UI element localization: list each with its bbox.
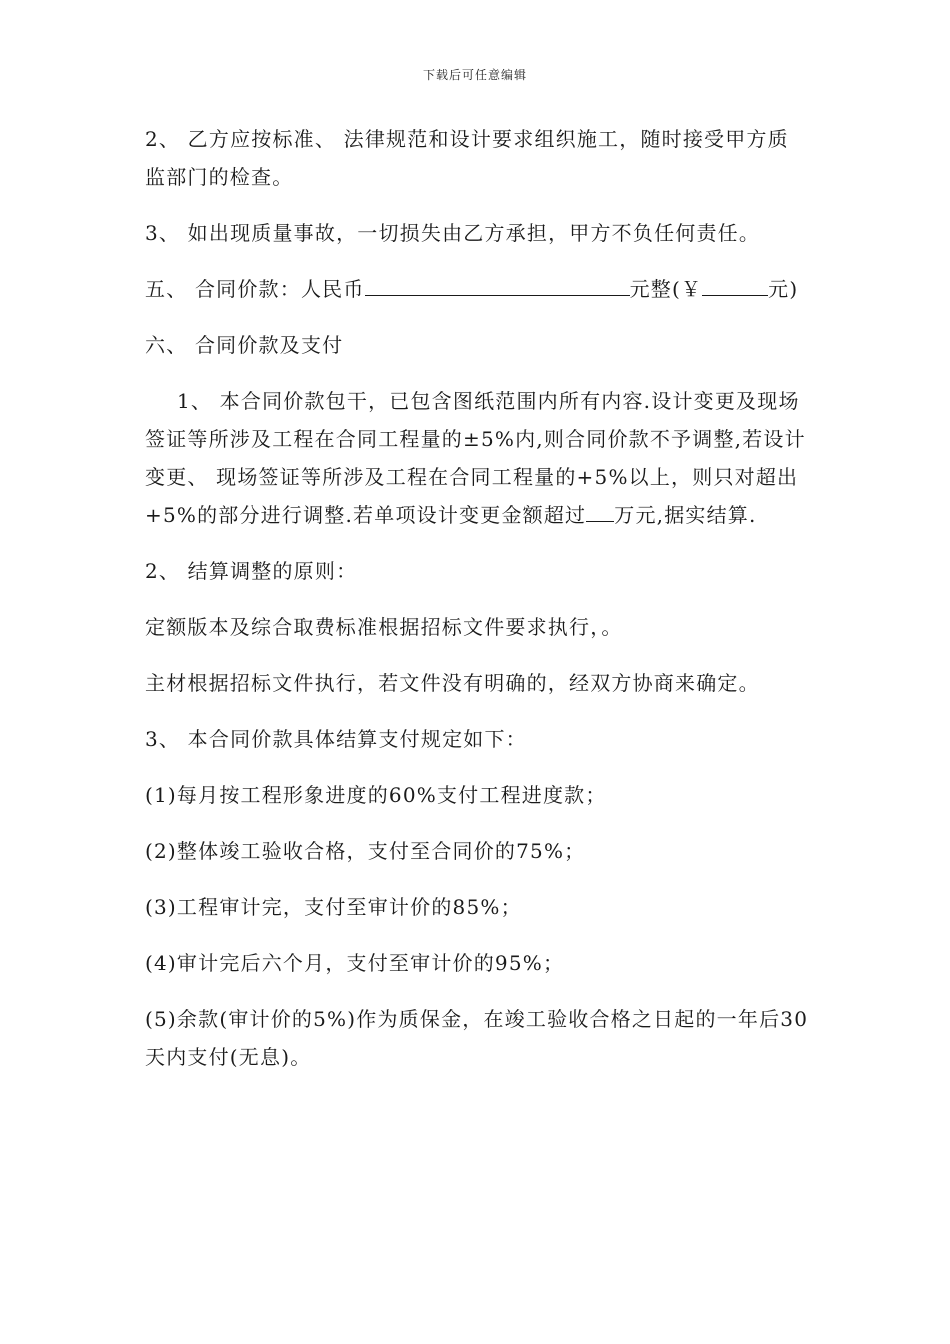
design-change-amount-blank bbox=[586, 499, 614, 522]
clause-contract-price bbox=[145, 270, 810, 308]
clause-lump-sum-end: 万元,据实结算. bbox=[614, 503, 757, 527]
clause-lump-sum bbox=[145, 382, 810, 534]
document-body bbox=[145, 120, 810, 1094]
payment-item-3: (3)工程审计完，支付至审计价的85%； bbox=[145, 895, 522, 919]
page-header: 下载后可任意编辑 bbox=[422, 68, 527, 82]
clause-quota-version: 定额版本及综合取费标准根据招标文件要求执行，。 bbox=[145, 615, 623, 639]
clause-payment-rules: 3、 本合同价款具体结算支付规定如下： bbox=[145, 727, 527, 751]
contract-price-label: 五、 合同价款：人民币 bbox=[145, 277, 365, 301]
payment-item-5: (5)余款(审计价的5%)作为质保金，在竣工验收合格之日起的一年后30天内支付(无息)。 bbox=[145, 1007, 809, 1069]
section-price-payment-heading: 六、 合同价款及支付 bbox=[145, 333, 344, 357]
contract-price-number-blank bbox=[702, 273, 768, 296]
clause-lump-sum-text: 1、 本合同价款包干，已包含图纸范围内所有内容.设计变更及现场签证等所涉及工程在合同工程量的±5%内,则合同价款不予调整,若设计变更、 现场签证等所涉及工程在合同工程量的+5%以上，则只对超出+5%的部分进行调整.若单项设计变更金额超过 bbox=[145, 389, 806, 527]
payment-item-4: (4)审计完后六个月，支付至审计价的95%； bbox=[145, 951, 565, 975]
clause-quality-inspection: 2、 乙方应按标准、 法律规范和设计要求组织施工，随时接受甲方质监部门的检查。 bbox=[145, 127, 789, 189]
payment-item-1: (1)每月按工程形象进度的60%支付工程进度款； bbox=[145, 783, 607, 807]
contract-price-yuan-label: 元整(￥ bbox=[629, 277, 703, 301]
clause-quality-accident: 3、 如出现质量事故，一切损失由乙方承担，甲方不负任何责任。 bbox=[145, 221, 761, 245]
contract-price-yuan-close: 元) bbox=[768, 277, 799, 301]
clause-main-materials: 主材根据招标文件执行，若文件没有明确的，经双方协商来确定。 bbox=[145, 671, 760, 695]
payment-item-2: (2)整体竣工验收合格，支付至合同价的75%； bbox=[145, 839, 586, 863]
contract-price-amount-blank bbox=[365, 273, 630, 296]
clause-settlement-principle: 2、 结算调整的原则： bbox=[145, 559, 358, 583]
